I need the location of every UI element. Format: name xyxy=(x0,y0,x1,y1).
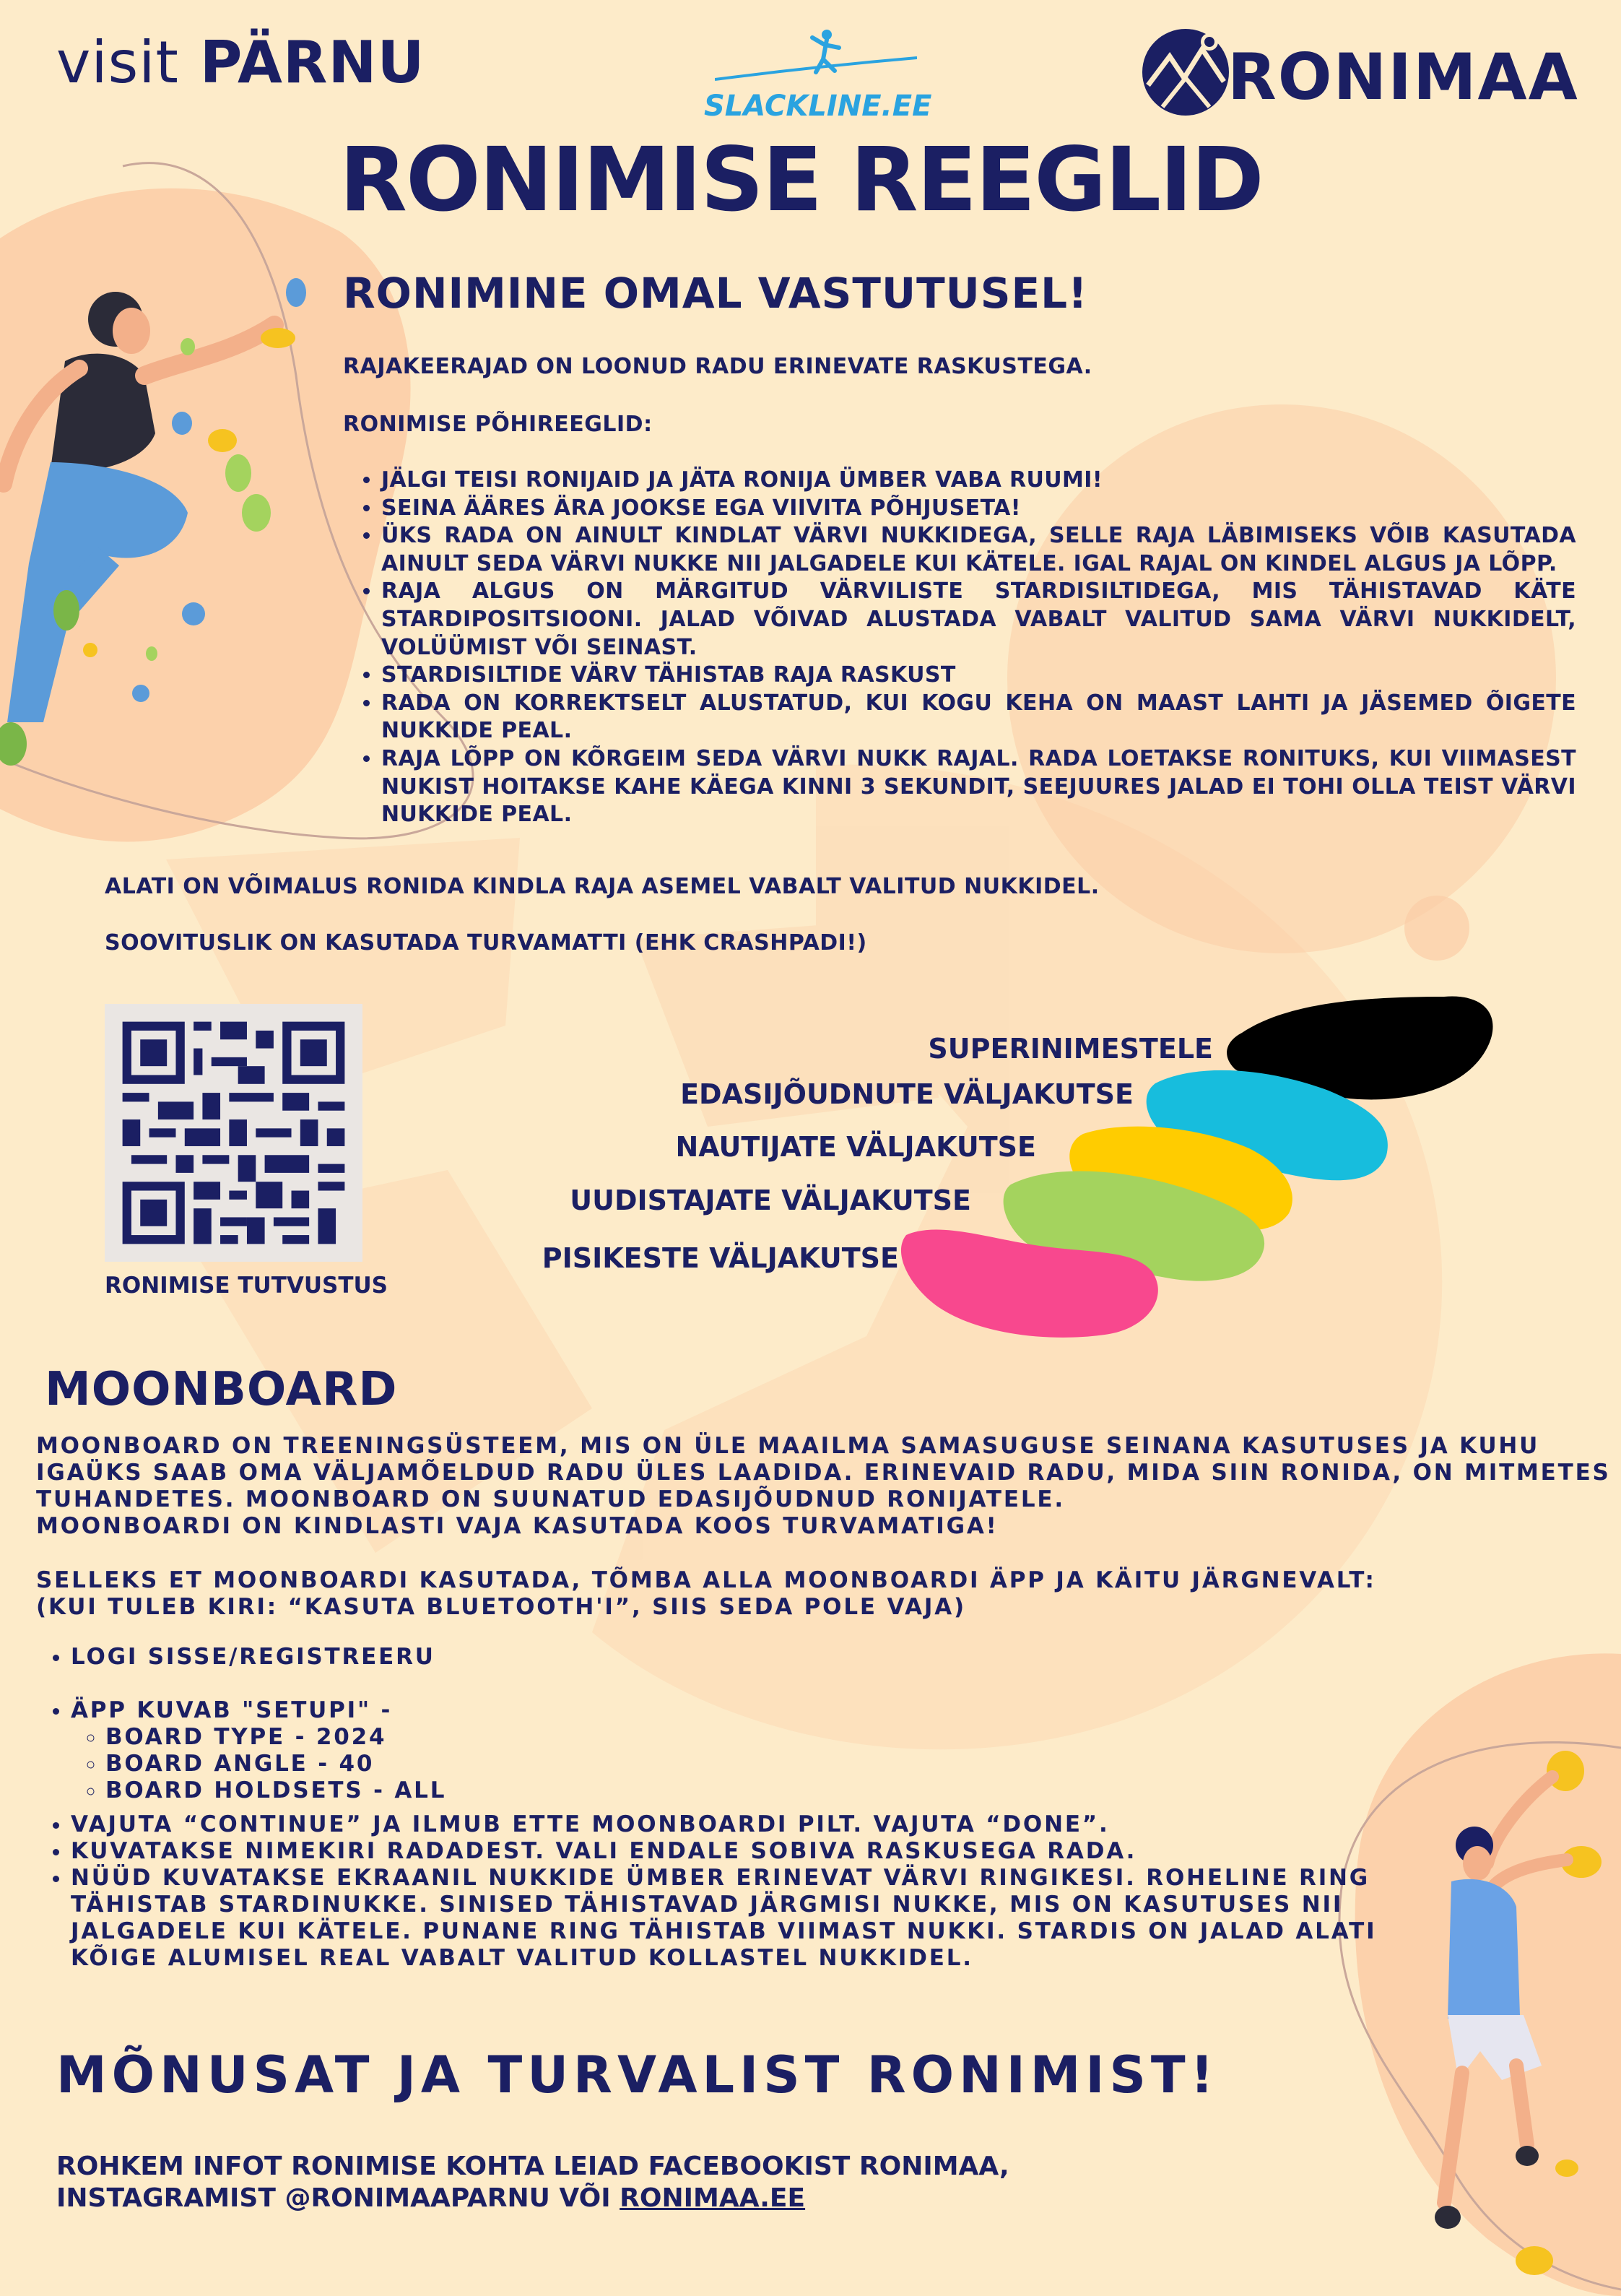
peach-dot-right xyxy=(1404,896,1469,961)
qr-code[interactable] xyxy=(105,1004,362,1262)
rule-item: • RAJA LÕPP ON KÕRGEIM SEDA VÄRVI NUKK RAJAL. RADA LOETAKSE RONITUKS, KUI VIIMASEST NUKIST HOITAKSE KAHE KÄEGA KINNI 3 SEKUNDIT, SEEJUURES JALAD EI TOHI OLLA TEIST VÄRVI NUKKIDE PEAL. xyxy=(381,745,1576,829)
crashpad-note: SOOVITUSLIK ON KASUTADA TURVAMATTI (EHK CRASHPADI!) xyxy=(105,930,867,956)
setup-item: ◦ BOARD ANGLE - 40 xyxy=(105,1751,446,1777)
more-info xyxy=(56,2151,1009,2214)
climber-illustration-bottom xyxy=(1408,1741,1621,2275)
more-info-line: ROHKEM INFOT RONIMISE KOHTA LEIAD FACEBOOKIST RONIMAA, xyxy=(56,2152,1009,2181)
setup-sublist xyxy=(71,1724,446,1804)
difficulty-label-pink: PISIKESTE VÄLJAKUTSE xyxy=(542,1242,899,1274)
step-holds-line: • NÜÜD KUVATAKSE EKRAANIL NUKKIDE ÜMBER ERINEVAT VÄRVI RINGIKESI. ROHELINE RING xyxy=(71,1865,1370,1891)
difficulty-label-green: UUDISTAJATE VÄLJAKUTSE xyxy=(570,1184,971,1216)
step-setup-text: ÄPP KUVAB "SETUPI" - xyxy=(71,1697,393,1723)
parnu-text: PÄRNU xyxy=(199,29,425,96)
step-holds-line: TÄHISTAB STARDINUKKE. SINISED TÄHISTAVAD JÄRGMISI NUKKE, MIS ON KASUTUSES NII xyxy=(71,1892,1344,1918)
slackline-icon xyxy=(715,29,917,94)
step-continue: • VAJUTA “CONTINUE” JA ILMUB ETTE MOONBOARDI PILT. VAJUTA “DONE”. xyxy=(71,1811,1376,1838)
setup-item: ◦ BOARD TYPE - 2024 xyxy=(105,1724,446,1751)
moonboard-usage-line: (KUI TULEB KIRI: “KASUTA BLUETOOTH'I”, SIIS SEDA POLE VAJA) xyxy=(36,1594,967,1620)
ronimaa-logo-text: RONIMAA xyxy=(1227,40,1579,114)
rule-item: • JÄLGI TEISI RONIJAID JA JÄTA RONIJA ÜMBER VABA RUUMI! xyxy=(381,467,1576,495)
more-info-text: INSTAGRAMIST @RONIMAAPARNU VÕI xyxy=(56,2183,620,2213)
step-setup xyxy=(71,1697,446,1804)
ronimaa-website-link[interactable]: RONIMAA.EE xyxy=(620,2183,806,2213)
rule-item: • ÜKS RADA ON AINULT KINDLAT VÄRVI NUKKIDEGA, SELLE RAJA LÄBIMISEKS VÕIB KASUTADA AINULT SEDA VÄRVI NUKKE NII JALGADELE KUI KÄTELE. IGAL RAJAL ON KINDEL ALGUS JA LÕPP. xyxy=(381,522,1576,578)
ronimaa-logo-icon xyxy=(1141,27,1231,118)
rule-item: • RADA ON KORREKTSELT ALUSTATUD, KUI KOGU KEHA ON MAAST LAHTI JA JÄSEMED ÕIGETE NUKKIDE PEAL. xyxy=(381,690,1576,745)
visit-parnu-logo xyxy=(56,29,425,96)
qr-code-image xyxy=(105,1004,362,1262)
qr-label: RONIMISE TUTVUSTUS xyxy=(105,1273,388,1299)
moonboard-steps-main xyxy=(51,1811,1376,1972)
moonboard-desc-line: MOONBOARDI ON KINDLASTI VAJA KASUTADA KOOS TURVAMATIGA! xyxy=(36,1513,999,1539)
slackline-logo-text: SLACKLINE.EE xyxy=(704,90,932,123)
moonboard-title: MOONBOARD xyxy=(45,1363,398,1416)
visit-text: visit xyxy=(56,29,179,96)
moonboard-steps-login xyxy=(51,1644,435,1671)
moonboard-description xyxy=(36,1433,1611,1540)
page-title: RONIMISE REEGLID xyxy=(339,129,1263,231)
rule-item: • SEINA ÄÄRES ÄRA JOOKSE EGA VIIVITA PÕHJUSETA! xyxy=(381,495,1576,523)
rule-item: • RAJA ALGUS ON MÄRGITUD VÄRVILISTE STARDISILTIDEGA, MIS TÄHISTAVAD KÄTE STARDIPOSITSIOONI. JALAD VÕIVAD ALUSTADA VABALT VALITUD SAMA VÄRVI NUKKIDELT, VOLÜÜMIST VÕI SEINAST. xyxy=(381,578,1576,662)
moonboard-steps-setup xyxy=(51,1697,446,1804)
intro-text: RAJAKEERAJAD ON LOONUD RADU ERINEVATE RASKUSTEGA. xyxy=(343,354,1092,379)
free-climbing-note: ALATI ON VÕIMALUS RONIDA KINDLA RAJA ASEMEL VABALT VALITUD NUKKIDEL. xyxy=(105,874,1100,899)
setup-item: ◦ BOARD HOLDSETS - ALL xyxy=(105,1777,446,1804)
responsibility-subtitle: RONIMINE OMAL VASTUTUSEL! xyxy=(343,269,1088,318)
difficulty-label-blue: EDASIJÕUDNUTE VÄLJAKUTSE xyxy=(680,1078,1134,1110)
climber-illustration xyxy=(0,274,332,780)
moonboard-desc-line: TUHANDETES. MOONBOARD ON SUUNATUD EDASIJÕUDNUD RONIJATELE. xyxy=(36,1486,1065,1512)
moonboard-usage-line: SELLEKS ET MOONBOARDI KASUTADA, TÕMBA ALLA MOONBOARDI ÄPP JA KÄITU JÄRGNEVALT: xyxy=(36,1567,1376,1593)
more-info-line xyxy=(56,2183,1009,2214)
difficulty-label-black: SUPERINIMESTELE xyxy=(928,1033,1213,1065)
moonboard-desc-line: IGAÜKS SAAB OMA VÄLJAMÕELDUD RADU ÜLES LAADIDA. ERINEVAID RADU, MIDA SIIN RONIDA, ON MITMETES xyxy=(36,1460,1611,1486)
rule-item: • STARDISILTIDE VÄRV TÄHISTAB RAJA RASKUST xyxy=(381,662,1576,690)
step-holds xyxy=(71,1865,1376,1972)
closing-message: MÕNUSAT JA TURVALIST RONIMIST! xyxy=(56,2045,1219,2105)
moonboard-desc-line: MOONBOARD ON TREENINGSÜSTEEM, MIS ON ÜLE MAAILMA SAMASUGUSE SEINANA KASUTUSES JA KUHU xyxy=(36,1433,1540,1459)
step-holds-line: JALGADELE KUI KÄTELE. PUNANE RING TÄHISTAB VIIMAST NUKKI. STARDIS ON JALAD ALATI xyxy=(71,1918,1377,1944)
moonboard-usage xyxy=(36,1567,1376,1621)
step-route-list: • KUVATAKSE NIMEKIRI RADADEST. VALI ENDALE SOBIVA RASKUSEGA RADA. xyxy=(71,1838,1376,1865)
rules-list xyxy=(361,467,1576,829)
step-holds-line: KÕIGE ALUMISEL REAL VABALT VALITUD KOLLASTEL NUKKIDEL. xyxy=(71,1945,973,1971)
step-login: • LOGI SISSE/REGISTREERU xyxy=(71,1644,435,1671)
difficulty-label-yellow: NAUTIJATE VÄLJAKUTSE xyxy=(675,1131,1036,1163)
rules-heading: RONIMISE PÕHIREEGLID: xyxy=(343,412,653,437)
